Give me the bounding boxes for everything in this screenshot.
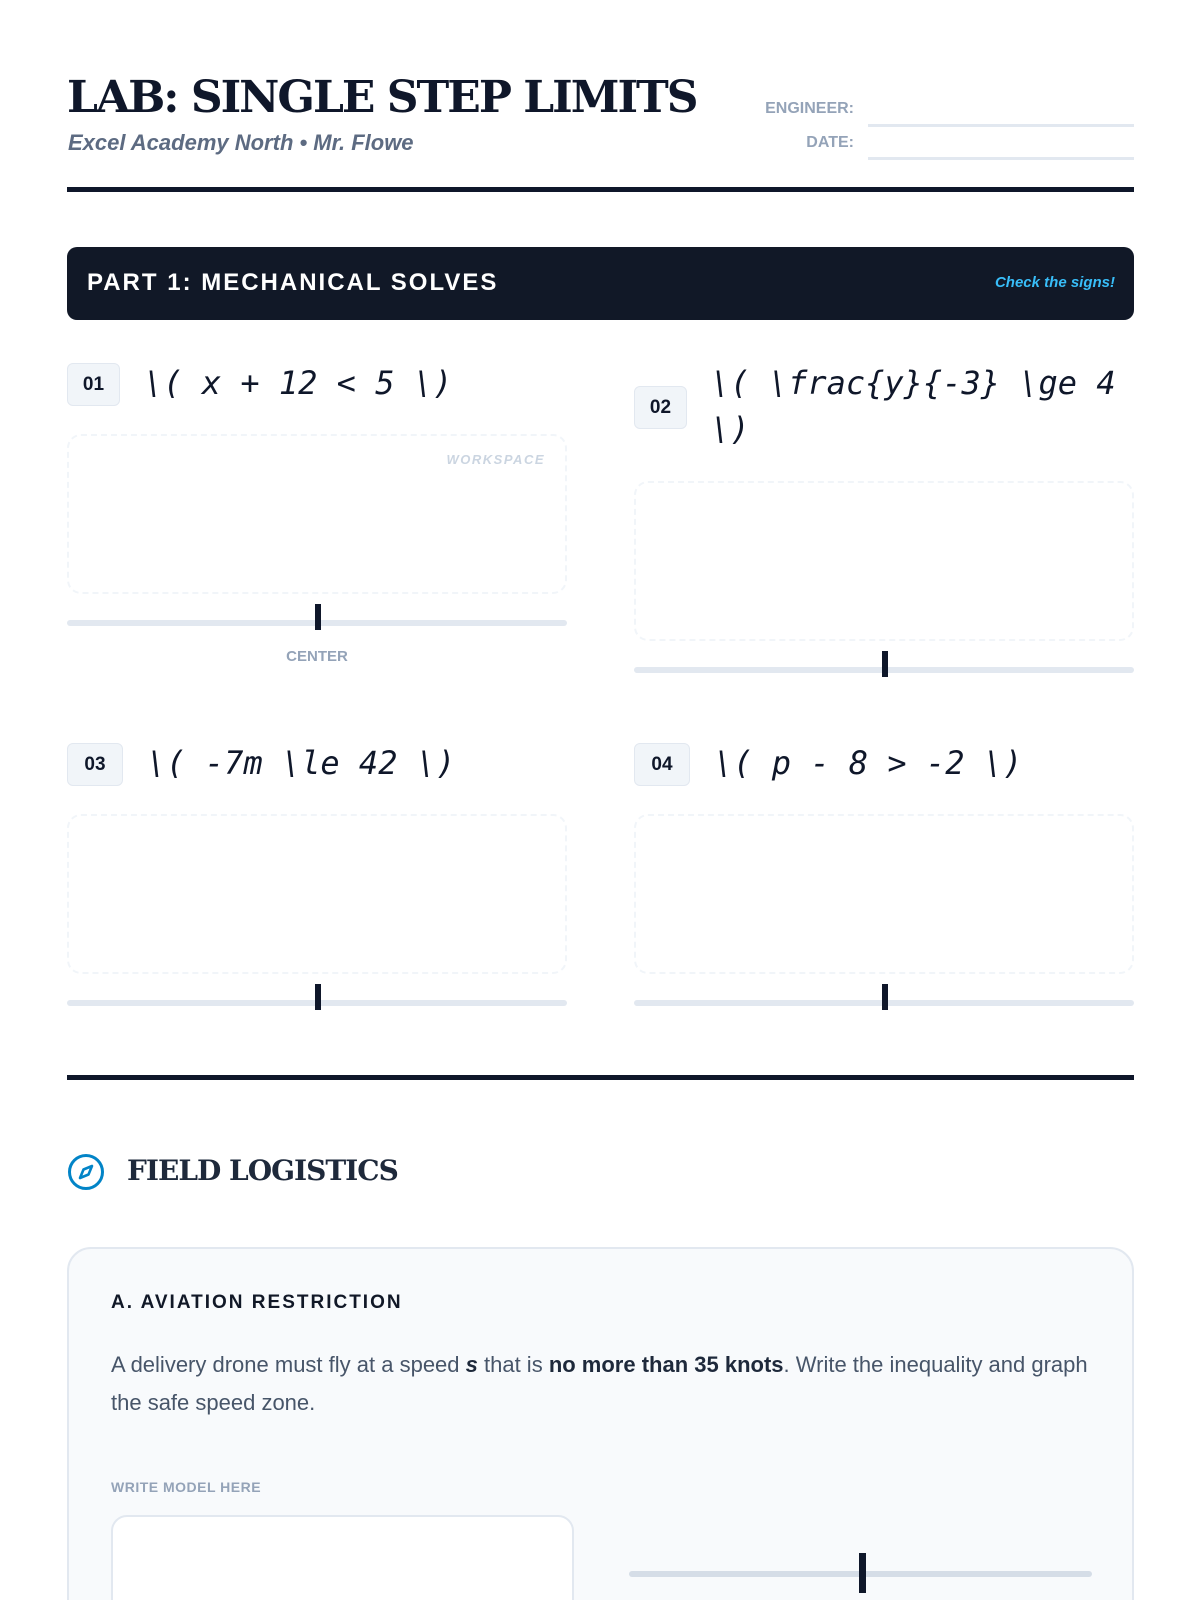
part-1-banner (67, 247, 1134, 320)
compass-icon (67, 1153, 105, 1191)
section-divider (67, 1075, 1134, 1080)
number-line[interactable] (634, 667, 1134, 673)
part-1-title: PART 1: MECHANICAL SOLVES (87, 269, 499, 296)
engineer-label: ENGINEER: (765, 100, 854, 117)
problem-number-badge: 03 (67, 743, 123, 786)
date-label: DATE: (806, 134, 854, 151)
problem-expression: \( -7m \le 42 \) (147, 744, 456, 782)
problem-expression: \( x + 12 < 5 \) (144, 364, 453, 402)
number-line[interactable] (634, 1000, 1134, 1006)
number-line-center-tick (315, 604, 321, 630)
number-line-center-tick (882, 651, 888, 677)
card-title: A. AVIATION RESTRICTION (111, 1292, 403, 1313)
workspace-label: WORKSPACE (446, 452, 545, 467)
page-subtitle: Excel Academy North • Mr. Flowe (68, 130, 414, 155)
number-line[interactable] (629, 1571, 1092, 1577)
header-divider (67, 187, 1134, 192)
worksheet-header (67, 60, 1134, 195)
problem-04 (634, 736, 1134, 1016)
aviation-restriction-card (67, 1247, 1134, 1600)
problem-expression: \( p - 8 > -2 \) (714, 744, 1023, 782)
field-logistics-title: FIELD LOGISTICS (127, 1154, 398, 1187)
number-line[interactable] (67, 620, 567, 626)
number-line-center-tick (882, 984, 888, 1010)
model-input-box[interactable] (111, 1515, 574, 1600)
prompt-text: . Write the inequality and graph the safe speed zone. (111, 1352, 1088, 1415)
workspace-box[interactable] (634, 481, 1134, 641)
prompt-text: that is (477, 1352, 549, 1377)
problem-03 (67, 736, 567, 1016)
problem-01 (67, 356, 567, 676)
number-line[interactable] (67, 1000, 567, 1006)
date-field[interactable] (868, 157, 1134, 160)
speed-variable: s (465, 1352, 478, 1377)
number-line-center-tick (859, 1553, 866, 1593)
problem-number-badge: 01 (67, 363, 120, 406)
field-logistics-heading (67, 1150, 1134, 1210)
speed-limit-emphasis: no more than 35 knots (548, 1352, 784, 1377)
center-label: CENTER (286, 648, 348, 665)
problem-number-badge: 02 (634, 386, 687, 429)
prompt-text: A delivery drone must fly at a speed (111, 1352, 466, 1377)
workspace-box[interactable] (67, 434, 567, 594)
problem-expression: \( \frac{y}{-3} \ge 4 \) (711, 364, 1135, 448)
problem-02 (634, 356, 1134, 686)
model-label: WRITE MODEL HERE (111, 1479, 262, 1495)
card-prompt (111, 1346, 1101, 1422)
part-1-note: Check the signs! (994, 274, 1115, 291)
workspace-box[interactable] (634, 814, 1134, 974)
engineer-field[interactable] (868, 124, 1134, 127)
workspace-box[interactable] (67, 814, 567, 974)
number-line-center-tick (315, 984, 321, 1010)
page-title: LAB: SINGLE STEP LIMITS (67, 72, 697, 123)
problem-number-badge: 04 (634, 743, 690, 786)
